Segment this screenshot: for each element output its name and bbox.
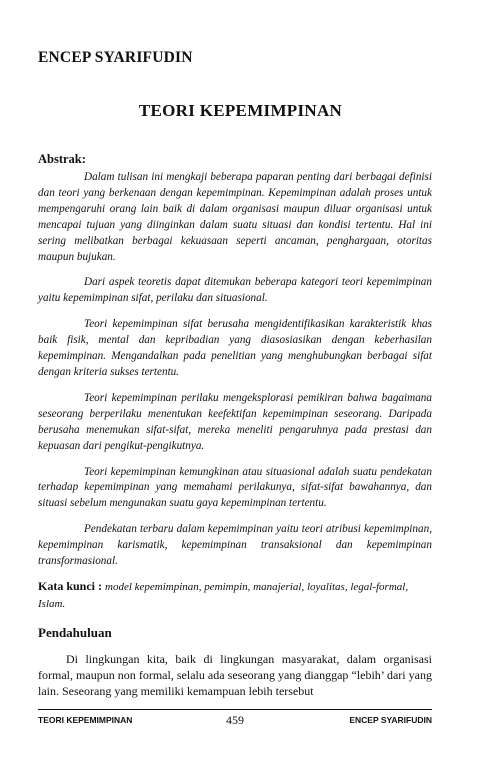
author-name: ENCEP SYARIFUDIN bbox=[38, 49, 193, 66]
abstract-paragraph: Teori kepemimpinan perilaku mengeksplorasi pemikiran bahwa bagaimana seseorang berperilaku menentukan keefektifan kepemimpinan seseorang. Daripada berusaha menemukan sifat-sifat, mereka meneliti pengaruhnya pada prestasi dan kepuasan dari pengikut-pengikutnya. bbox=[38, 391, 432, 452]
keywords-label: Kata kunci : bbox=[38, 579, 103, 593]
abstract-label: Abstrak: bbox=[38, 152, 86, 166]
page-number: 459 bbox=[226, 713, 244, 727]
page-footer bbox=[38, 714, 432, 730]
footer-running-title: TEORI KEPEMIMPINAN bbox=[38, 715, 133, 725]
footer-divider bbox=[38, 709, 432, 710]
article-title: TEORI KEPEMIMPINAN bbox=[138, 101, 343, 120]
abstract-paragraph: Dari aspek teoretis dapat ditemukan beberapa kategori teori kepemimpinan yaitu kepemimpinan sifat, perilaku dan situasional. bbox=[38, 276, 432, 305]
keywords-text: model kepemimpinan, pemimpin, manajerial, loyalitas, legal-formal, Islam. bbox=[38, 581, 409, 610]
abstract-paragraph: Pendekatan terbaru dalam kepemimpinan yaitu teori atribusi kepemimpinan, kepemimpinan karismatik, kepemimpinan transaksional dan kepemimpinan transformasional. bbox=[38, 523, 432, 568]
abstract-paragraph: Teori kepemimpinan kemungkinan atau situasional adalah suatu pendekatan terhadap kepemimpinan yang memahami perilakunya, sifat-sifat bawahannya, dan situasi sebelum mengunakan suatu gaya kepemimpinan tertentu. bbox=[38, 465, 432, 510]
abstract-paragraph: Teori kepemimpinan sifat berusaha mengidentifikasikan karakteristik khas baik fisik, mental dan kepribadian yang diasosiasikan dengan keberhasilan kepemimpinan. Mengandalkan pada penelitian yang menghubungkan berbagai sifat dengan kriteria sukses tertentu. bbox=[38, 318, 432, 378]
section-heading: Pendahuluan bbox=[38, 625, 112, 640]
body-paragraph: Di lingkungan kita, baik di lingkungan masyarakat, dalam organisasi formal, maupun non formal, selalu ada seseorang yang dianggap “lebih’ dari yang lain. Seseorang yang memiliki kemampuan lebih tersebut bbox=[38, 652, 432, 698]
abstract-paragraph: Dalam tulisan ini mengkaji beberapa paparan penting dari berbagai definisi dan teori yang berkenaan dengan kepemimpinan. Kepemimpinan adalah proses untuk mempengaruhi orang lain baik di dalam organisasi maupun diluar organisasi untuk mencapai tujuan yang diinginkan dalam suatu situasi dan kondisi tertentu. Hal ini sering melibatkan berbagai kekuasaan seperti ancaman, penghargaan, otoritas maupun bujukan. bbox=[38, 171, 432, 263]
footer-author: ENCEP SYARIFUDIN bbox=[349, 715, 432, 725]
abstract-body bbox=[38, 170, 432, 580]
keywords bbox=[38, 578, 432, 612]
